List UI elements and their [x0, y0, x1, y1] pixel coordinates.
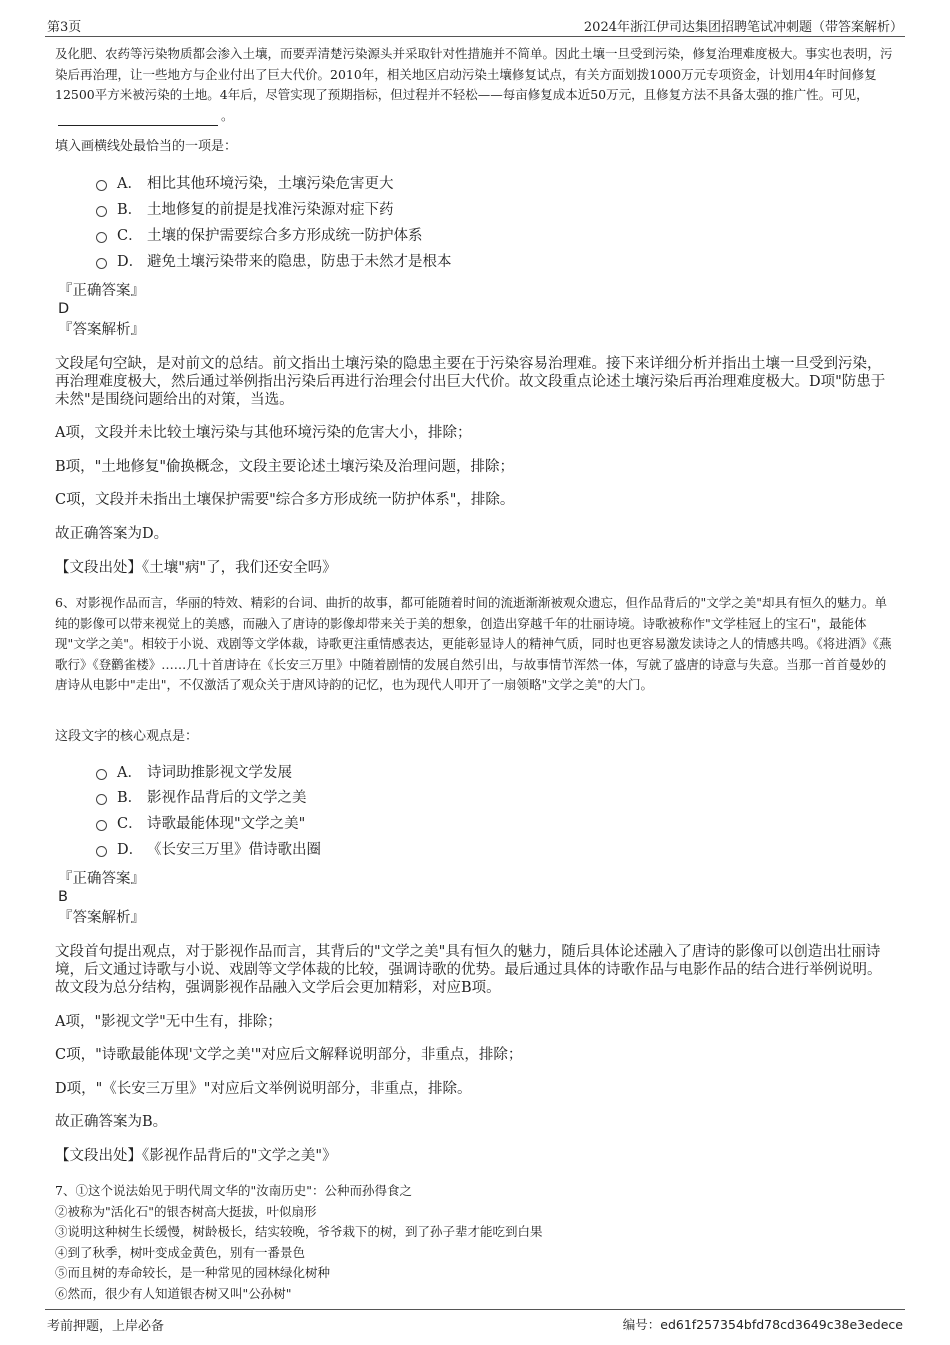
- q7-line: 7、①这个说法始见于明代周文华的"汝南历史"：公种而孙得食之: [55, 1183, 412, 1198]
- q6-option-d[interactable]: D． 《长安三万里》借诗歌出圈: [96, 840, 321, 860]
- q6-option-a[interactable]: A． 诗词助推影视文学发展: [96, 763, 292, 783]
- q6-prompt: 这段文字的核心观点是：: [55, 729, 199, 744]
- q5-answer: D: [58, 301, 70, 317]
- radio-icon[interactable]: [96, 769, 107, 780]
- q7-line: ③说明这种树生长缓慢，树龄极长，结实较晚，爷爷栽下的树，到了孙子辈才能吃到白果: [55, 1224, 543, 1239]
- radio-icon[interactable]: [96, 206, 107, 217]
- radio-icon[interactable]: [96, 258, 107, 269]
- q5-analysis-label: 『答案解析』: [58, 322, 145, 338]
- document-id: 编号：ed61f257354bfd78cd3649c38e3edece: [622, 1317, 903, 1332]
- q5-option-a[interactable]: A． 相比其他环境污染，土壤污染危害更大: [96, 174, 394, 194]
- q5-passage: [55, 44, 895, 126]
- q6-source: 【文段出处】《影视作品背后的"文学之美"》: [55, 1148, 337, 1164]
- radio-icon[interactable]: [96, 180, 107, 191]
- q7-statements: [55, 1181, 895, 1304]
- q5-prompt: 填入画横线处最恰当的一项是：: [55, 139, 238, 154]
- q5-passage-text: 及化肥、农药等污染物质都会渗入土壤，而要弄清楚污染源头并采取针对性措施并不简单。因此土壤一旦受到污染，修复治理难度极大。事实也表明，污染后再治理，让一些地方与企业付出了巨大代价。2010年，相关地区启动污染土壤修复试点，有关方面划拨1000万元专项资金，计划用4年时间修复12500平方米被污染的土地。4年后，尽管实现了预期指标，但过程并不轻松——每亩修复成本近50万元，且修复方法不具备太强的推广性。可见，: [55, 46, 893, 102]
- radio-icon[interactable]: [96, 232, 107, 243]
- q5-option-b[interactable]: B． 土地修复的前提是找准污染源对症下药: [96, 200, 394, 220]
- page-footer: [45, 1309, 905, 1334]
- page-header: [45, 14, 905, 37]
- q7-line: ④到了秋季，树叶变成金黄色，别有一番景色: [55, 1244, 306, 1260]
- q5-passage-end: 。: [221, 107, 234, 123]
- footer-slogan: 考前押题，上岸必备: [47, 1319, 165, 1334]
- document-title: 2024年浙江伊司达集团招聘笔试冲刺题（带答案解析）: [583, 20, 903, 35]
- q5-fill-blank: [58, 111, 218, 126]
- q5-option-c[interactable]: C． 土壤的保护需要综合多方形成统一防护体系: [96, 226, 423, 246]
- radio-icon[interactable]: [96, 794, 107, 805]
- q5-source: 【文段出处】《土壤"病"了，我们还安全吗》: [55, 560, 337, 576]
- q5-exclusion-c: C项，文段并未指出土壤保护需要"综合多方形成统一防护体系"，排除。: [55, 492, 515, 508]
- q5-conclusion: 故正确答案为D。: [55, 526, 169, 542]
- page-number: 第3页: [47, 20, 82, 35]
- q7-line: ⑤而且树的寿命较长，是一种常见的园林绿化树种: [55, 1265, 331, 1280]
- q6-answer: B: [58, 889, 68, 905]
- q6-option-c[interactable]: C． 诗歌最能体现"文学之美": [96, 814, 305, 834]
- radio-icon[interactable]: [96, 820, 107, 831]
- q5-analysis: 文段尾句空缺，是对前文的总结。前文指出土壤污染的隐患主要在于污染容易治理难。接下来详细分析并指出土壤一旦受到污染，再治理难度极大，然后通过举例指出污染后再进行治理会付出巨大代价。故文段重点论述土壤污染后再治理难度极大。D项"防患于未然"是围绕问题给出的对策，当选。: [55, 356, 886, 408]
- q6-exclusion-a: A项，"影视文学"无中生有，排除；: [55, 1014, 282, 1030]
- q7-line: ②被称为"活化石"的银杏树高大挺拔，叶似扇形: [55, 1203, 317, 1219]
- q5-option-d[interactable]: D． 避免土壤污染带来的隐患，防患于未然才是根本: [96, 252, 452, 272]
- q6-analysis: 文段首句提出观点，对于影视作品而言，其背后的"文学之美"具有恒久的魅力，随后具体论述融入了唐诗的影像可以创造出壮丽诗境，后文通过诗歌与小说、戏剧等文学体裁的比较，强调诗歌的优势。最后通过具体的诗歌作品与电影作品的结合进行举例说明。故文段为总分结构，强调影视作品融入文学后会更加精彩，对应B项。: [55, 944, 882, 996]
- q5-exclusion-a: A项，文段并未比较土壤污染与其他环境污染的危害大小，排除；: [55, 425, 472, 441]
- q6-option-b[interactable]: B． 影视作品背后的文学之美: [96, 788, 307, 808]
- q6-conclusion: 故正确答案为B。: [55, 1114, 168, 1130]
- q5-answer-label: 『正确答案』: [58, 283, 145, 299]
- q7-line: ⑥然而，很少有人知道银杏树又叫"公孙树": [55, 1285, 292, 1301]
- q6-analysis-label: 『答案解析』: [58, 910, 145, 926]
- q6-exclusion-d: D项，"《长安三万里》"对应后文举例说明部分，非重点，排除。: [55, 1081, 472, 1097]
- radio-icon[interactable]: [96, 846, 107, 857]
- q5-exclusion-b: B项，"土地修复"偷换概念，文段主要论述土壤污染及治理问题，排除；: [55, 459, 514, 475]
- q6-exclusion-c: C项，"诗歌最能体现'文学之美'"对应后文解释说明部分，非重点，排除；: [55, 1047, 523, 1063]
- q6-passage: 6、对影视作品而言，华丽的特效、精彩的台词、曲折的故事，都可能随着时间的流逝渐渐被观众遗忘，但作品背后的"文学之美"却具有恒久的魅力。单纯的影像可以带来视觉上的美感，而融入了唐诗的影像却带来关于美的想象，创造出穿越千年的壮丽诗境。诗歌被称作"文学桂冠上的宝石"，最能体现"文学之美"。相较于小说、戏剧等文学体裁，诗歌更注重情感表达，更能彰显诗人的精神气质，同时也更容易激发读诗之人的情感共鸣。《将进酒》《燕歌行》《登鹳雀楼》……几十首唐诗在《长安三万里》中随着剧情的发展自然引出，与故事情节浑然一体，写就了盛唐的诗意与失意。当那一首首曼妙的唐诗从电影中"走出"，不仅激活了观众关于唐风诗韵的记忆，也为现代人叩开了一扇领略"文学之美"的大门。: [55, 595, 892, 692]
- q6-answer-label: 『正确答案』: [58, 871, 145, 887]
